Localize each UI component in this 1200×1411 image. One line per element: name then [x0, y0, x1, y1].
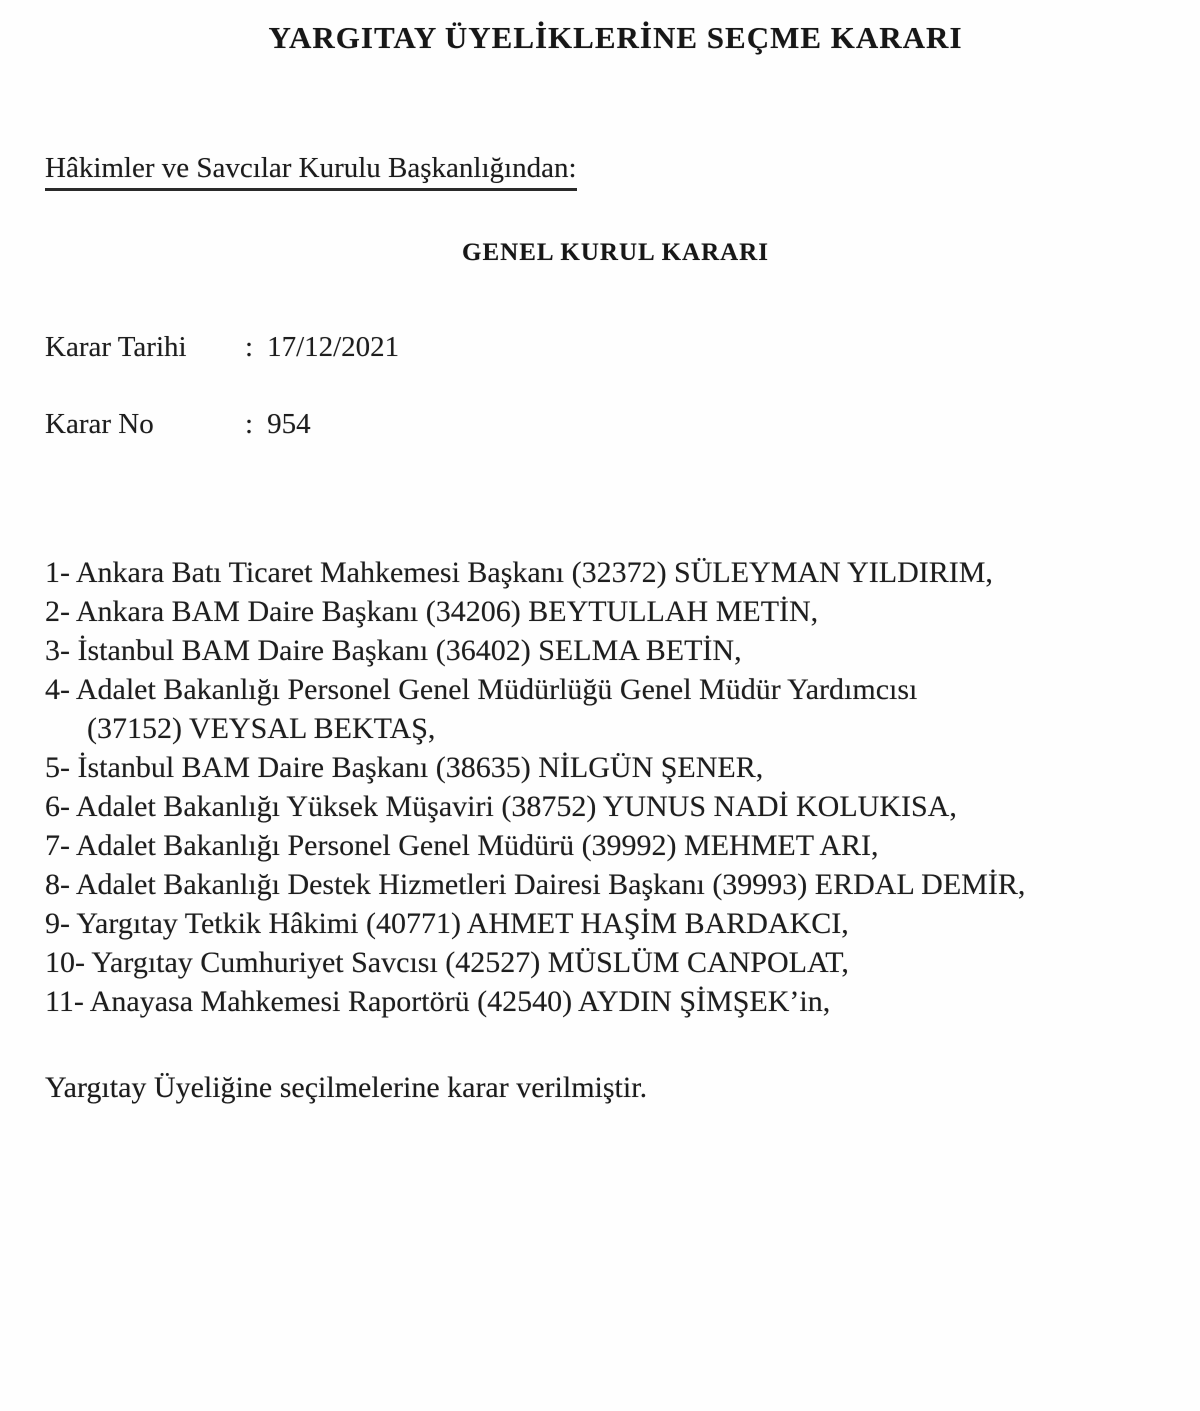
decision-number-value: 954 [267, 408, 311, 440]
decision-date-value: 17/12/2021 [267, 331, 400, 363]
list-item [45, 787, 1186, 826]
list-item-text: Adalet Bakanlığı Destek Hizmetleri Dairesi Başkanı (39993) ERDAL DEMİR, [75, 868, 1026, 901]
list-item-number: 4- [45, 673, 76, 706]
list-item [45, 943, 1186, 982]
list-item-text: İstanbul BAM Daire Başkanı (36402) SELMA BETİN, [77, 634, 742, 667]
closing-statement: Yargıtay Üyeliğine seçilmelerine karar verilmiştir. [45, 1071, 648, 1104]
list-item [45, 865, 1186, 904]
list-item-text: Ankara BAM Daire Başkanı (34206) BEYTULLAH METİN, [75, 595, 819, 628]
decision-number-separator: : [245, 408, 254, 440]
list-item-text: Anayasa Mahkemesi Raportörü (42540) AYDIN ŞİMŞEK’in, [89, 985, 831, 1018]
list-item-text: Adalet Bakanlığı Yüksek Müşaviri (38752) YUNUS NADİ KOLUKISA, [75, 790, 957, 823]
appointee-list [45, 553, 1186, 1021]
decision-date-row [45, 331, 1186, 364]
document-title: YARGITAY ÜYELİKLERİNE SEÇME KARARI [268, 20, 963, 55]
list-item-number: 7- [45, 829, 76, 862]
list-item [45, 904, 1186, 943]
decision-date-separator: : [245, 331, 254, 363]
list-item [45, 631, 1186, 670]
decision-meta [45, 331, 1186, 441]
list-item-text: Adalet Bakanlığı Personel Genel Müdürlüğü Genel Müdür Yardımcısı [75, 673, 918, 706]
list-item-text: Ankara Batı Ticaret Mahkemesi Başkanı (32372) SÜLEYMAN YILDIRIM, [75, 556, 993, 589]
list-item [45, 592, 1186, 631]
list-item [45, 826, 1186, 865]
list-item-number: 10- [45, 946, 92, 979]
list-item [45, 982, 1186, 1021]
list-item-number: 6- [45, 790, 76, 823]
decision-date-label: Karar Tarihi [45, 331, 187, 363]
issuer-heading-text: Hâkimler ve Savcılar Kurulu Başkanlığından: [45, 152, 577, 191]
decision-number-row [45, 408, 1186, 441]
list-item [45, 748, 1186, 787]
list-item-text: Adalet Bakanlığı Personel Genel Müdürü (39992) MEHMET ARI, [75, 829, 879, 862]
issuer-heading [45, 152, 1186, 185]
list-item [45, 670, 1186, 748]
list-item-number: 3- [45, 634, 78, 667]
list-item-text: İstanbul BAM Daire Başkanı (38635) NİLGÜN ŞENER, [77, 751, 764, 784]
list-item-number: 9- [45, 907, 77, 940]
list-item-number: 1- [45, 556, 76, 589]
list-item-text: Yargıtay Tetkik Hâkimi (40771) AHMET HAŞİM BARDAKCI, [76, 907, 849, 940]
decision-subtitle: GENEL KURUL KARARI [462, 239, 769, 266]
list-item-number: 2- [45, 595, 76, 628]
list-item-number: 11- [45, 985, 90, 1018]
list-item-number: 5- [45, 751, 78, 784]
list-item [45, 553, 1186, 592]
list-item-text: Yargıtay Cumhuriyet Savcısı (42527) MÜSLÜM CANPOLAT, [91, 946, 849, 979]
list-item-number: 8- [45, 868, 76, 901]
list-item-text-continuation: (37152) VEYSAL BEKTAŞ, [87, 712, 436, 745]
decision-number-label: Karar No [45, 408, 154, 440]
